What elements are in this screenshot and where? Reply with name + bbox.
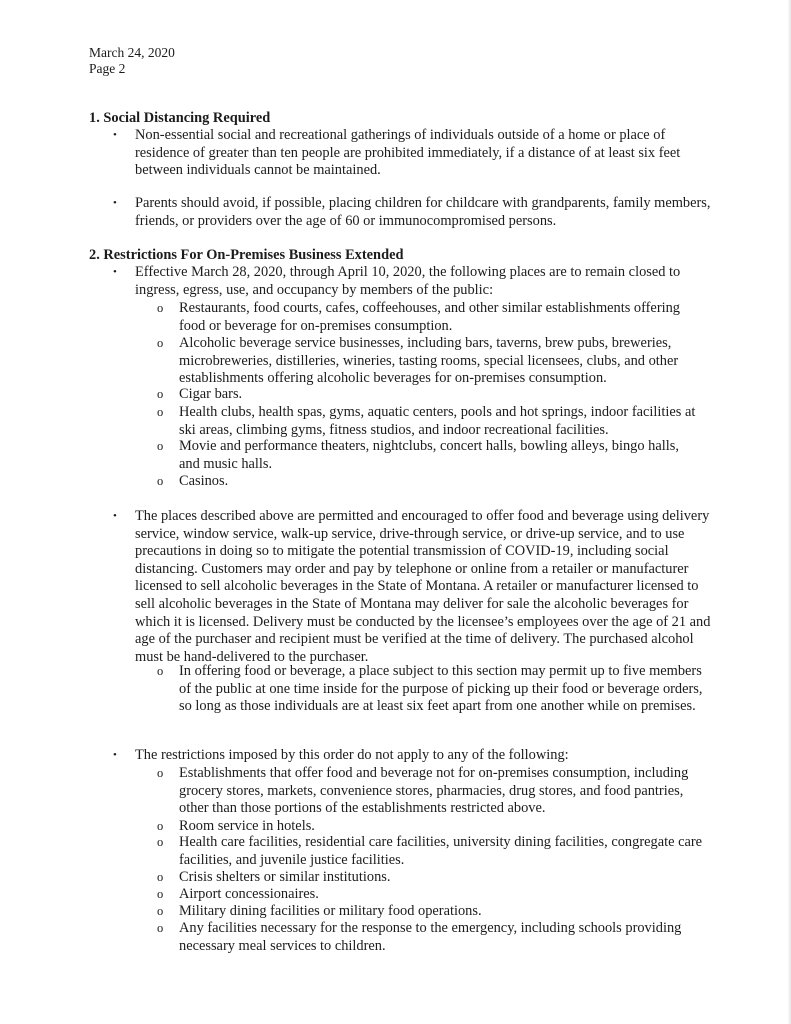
sub-bullet-text: Military dining facilities or military food operations. xyxy=(179,903,482,919)
sub-bullet-marker: o xyxy=(157,474,164,488)
header-page-number: Page 2 xyxy=(89,61,126,76)
sub-bullet-text: Health clubs, health spas, gyms, aquatic centers, pools and hot springs, indoor facilities at ski areas, climbing gyms, fitness studios, and indoor recreational facilities. xyxy=(179,404,696,438)
sub-bullet-text: Airport concessionaires. xyxy=(179,886,319,902)
sub-bullet-marker: o xyxy=(157,766,164,780)
sub-bullet-text: Movie and performance theaters, nightclubs, concert halls, bowling alleys, bingo halls, and music halls. xyxy=(179,438,679,472)
sub-bullet-marker: o xyxy=(157,819,164,833)
sub-bullet-marker: o xyxy=(157,405,164,419)
sub-bullet-marker: o xyxy=(157,870,164,884)
bullet-marker: • xyxy=(113,266,117,278)
bullet-marker: • xyxy=(113,129,117,141)
sub-bullet-text: Establishments that offer food and beverage not for on-premises consumption, including grocery stores, markets, convenience stores, pharmacies, drug stores, and food pantries, other than those portions of the establishments restricted above. xyxy=(179,765,689,817)
bullet-text: Non-essential social and recreational gatherings of individuals outside of a home or place of residence of greater than ten people are prohibited immediately, if a distance of at least six feet between individuals cannot be maintained. xyxy=(135,127,681,179)
sub-bullet-marker: o xyxy=(157,336,164,350)
sub-bullet-text: Crisis shelters or similar institutions. xyxy=(179,869,391,885)
sub-bullet-text: Health care facilities, residential care facilities, university dining facilities, congregate care facilities, and juvenile justice facilities. xyxy=(179,834,703,868)
sub-bullet-marker: o xyxy=(157,387,164,401)
bullet-marker: • xyxy=(113,197,117,209)
sub-bullet-marker: o xyxy=(157,921,164,935)
bullet-text: Parents should avoid, if possible, placing children for childcare with grandparents, family members, friends, or providers over the age of 60 or immunocompromised persons. xyxy=(135,195,711,229)
sub-bullet-text: Casinos. xyxy=(179,473,229,489)
section-1-heading: 1. Social Distancing Required xyxy=(89,110,271,126)
bullet-text: Effective March 28, 2020, through April 10, 2020, the following places are to remain closed to ingress, egress, use, and occupancy by members of the public: xyxy=(135,264,681,298)
bullet-text: The places described above are permitted and encouraged to offer food and beverage using delivery service, window service, walk-up service, drive-through service, or drive-up service, and to use precautions in doing so to mitigate the potential transmission of COVID-19, including social distancing. Customers may order and pay by telephone or online from a retailer or manufacturer licensed to sell alcoholic beverages in the State of Montana. A retailer or manufacturer licensed to sell alcoholic beverages in the State of Montana may deliver for sale the alcoholic beverages for which it is licensed. Delivery must be conducted by the licensee’s employees over the age of 21 and age of the purchaser and recipient must be verified at the time of delivery. The purchased alcohol must be hand-delivered to the purchaser. xyxy=(135,508,711,665)
section-2-heading: 2. Restrictions For On-Premises Business Extended xyxy=(89,247,404,263)
sub-bullet-text: Room service in hotels. xyxy=(179,818,315,834)
bullet-marker: • xyxy=(113,749,117,761)
sub-bullet-text: Restaurants, food courts, cafes, coffeehouses, and other similar establishments offering food or beverage for on-premises consumption. xyxy=(179,300,681,334)
sub-bullet-marker: o xyxy=(157,904,164,918)
sub-bullet-text: Cigar bars. xyxy=(179,386,243,402)
sub-bullet-text: In offering food or beverage, a place subject to this section may permit up to five members of the public at one time inside for the purpose of picking up their food or beverage orders, so long as those individuals are at least six feet apart from one another while on premises. xyxy=(179,663,703,715)
sub-bullet-marker: o xyxy=(157,887,164,901)
bullet-text: The restrictions imposed by this order do not apply to any of the following: xyxy=(135,747,569,763)
sub-bullet-marker: o xyxy=(157,439,164,453)
sub-bullet-marker: o xyxy=(157,835,164,849)
sub-bullet-text: Any facilities necessary for the response to the emergency, including schools providing necessary meal services to children. xyxy=(179,920,682,954)
sub-bullet-marker: o xyxy=(157,301,164,315)
sub-bullet-marker: o xyxy=(157,664,164,678)
header-date: March 24, 2020 xyxy=(89,45,175,60)
sub-bullet-text: Alcoholic beverage service businesses, including bars, taverns, brew pubs, breweries, microbreweries, distilleries, wineries, tasting rooms, special licensees, clubs, and other establishments offering alcoholic beverages for on-premises consumption. xyxy=(179,335,679,387)
page-header xyxy=(89,45,175,77)
bullet-marker: • xyxy=(113,510,117,522)
